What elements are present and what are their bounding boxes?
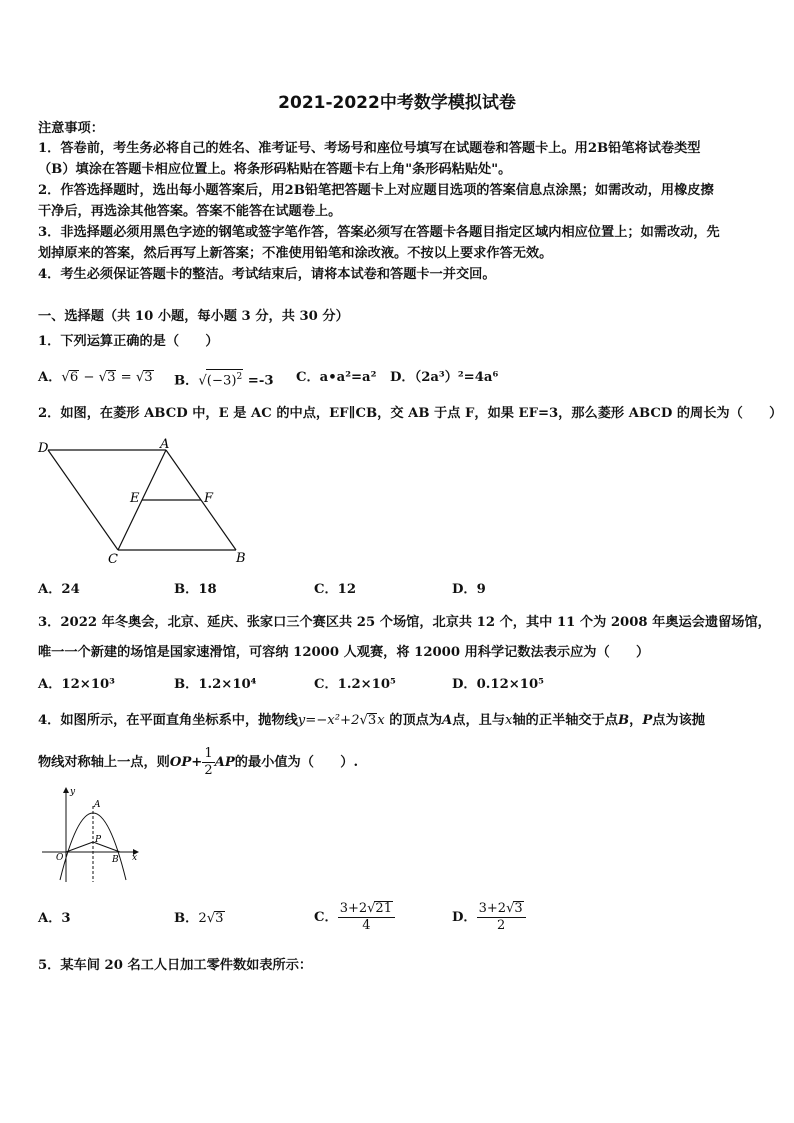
q3-option-a: A．12×10³ [38, 677, 115, 692]
label-a: A [94, 800, 101, 810]
notice-line: 1．答卷前，考生务必将自己的姓名、准考证号、考场号和座位号填写在试题卷和答题卡上。用2B铅笔将试卷类型 [38, 141, 701, 156]
notice-line: 干净后，再选涂其他答案。答案不能答在试题卷上。 [38, 204, 342, 219]
notice-line: 3．非选择题必须用黑色字迹的钢笔或签字笔作答，答案必须写在答题卡各题目指定区域内相应位置上；如需改动，先 [38, 225, 720, 240]
question-2-stem: 2．如图，在菱形 ABCD 中，E 是 AC 的中点，EF∥CB，交 AB 于点 F，如果 EF=3，那么菱形 ABCD 的周长为（ ） [38, 406, 783, 421]
notice-line: 4．考生必须保证答题卡的整洁。考试结束后，请将本试卷和答题卡一并交回。 [38, 267, 496, 282]
q2-option-b: B．18 [174, 582, 217, 597]
label-b: B [112, 855, 119, 865]
question-3-line: 唯一一个新建的场馆是国家速滑馆，可容纳 12000 人观赛，将 12000 用科学记数法表示应为（ ） [38, 645, 650, 660]
q1-option-c: C．a•a²=a² [296, 370, 377, 385]
question-5-stem: 5．某车间 20 名工人日加工零件数如表所示： [38, 958, 313, 973]
label-c: C [108, 552, 118, 567]
notice-line: 划掉原来的答案，然后再写上新答案；不准使用铅笔和涂改液。不按以上要求作答无效。 [38, 246, 553, 261]
q4-option-b: B．2√3 [174, 911, 224, 926]
q1-option-b: B．$√(-3)^2 =-3$ [174, 369, 274, 390]
label-o: O [56, 853, 64, 863]
q1-option-a: A．√6 − √3 = √3 [38, 370, 153, 385]
notice-heading: 注意事项： [38, 121, 104, 136]
label-p: P [95, 835, 102, 845]
q2-option-a: A．24 [38, 582, 80, 597]
q3-option-d: D．0.12×10⁵ [452, 677, 544, 692]
label-y: y [70, 787, 76, 797]
q2-option-d: D．9 [452, 582, 486, 597]
q4-option-c: C． $\frac{3+2√21}{4}$ [314, 900, 395, 936]
question-4-line-2: 物线对称轴上一点，则OP+ $\frac{1}{2}$ AP的最小值为（ ）. [38, 746, 359, 778]
label-e: E [130, 491, 140, 506]
section-heading: 一、选择题（共 10 小题，每小题 3 分，共 30 分） [38, 309, 349, 324]
q3-option-c: C．1.2×10⁵ [314, 677, 396, 692]
question-4-line-1: 4．如图所示，在平面直角坐标系中，抛物线y=−x²+2√3x 的顶点为A点，且与x轴的正半轴交于点B，P点为该抛 [38, 713, 705, 728]
parabola-figure [36, 784, 142, 884]
segment-op [66, 842, 93, 852]
q4-option-a: A．3 [38, 911, 71, 926]
page-title: 2021-2022中考数学模拟试卷 [278, 93, 516, 113]
q3-option-b: B．1.2×10⁴ [174, 677, 257, 692]
label-x: x [132, 853, 138, 863]
notice-line: 2．作答选择题时，选出每小题答案后，用2B铅笔把答题卡上对应题目选项的答案信息点涂黑；如需改动，用橡皮擦 [38, 183, 714, 198]
question-3-line: 3．2022 年冬奥会，北京、延庆、张家口三个赛区共 25 个场馆，北京共 12 个，其中 11 个为 2008 年奥运会遗留场馆， [38, 615, 771, 630]
q1-option-d: D．（2a³）²=4a⁶ [390, 370, 499, 385]
question-1-stem: 1．下列运算正确的是（ ） [38, 334, 219, 349]
label-f: F [204, 491, 214, 506]
label-d: D [38, 441, 49, 456]
q2-option-c: C．12 [314, 582, 357, 597]
q4-option-d: D． $\frac{3+2√3}{2}$ [452, 900, 526, 936]
notice-line: （B）填涂在答题卡相应位置上。将条形码粘贴在答题卡右上角"条形码粘贴处"。 [38, 162, 512, 177]
label-a: A [160, 437, 170, 452]
label-b: B [236, 551, 246, 566]
rhombus-figure [36, 436, 252, 568]
side-cd [48, 450, 118, 550]
